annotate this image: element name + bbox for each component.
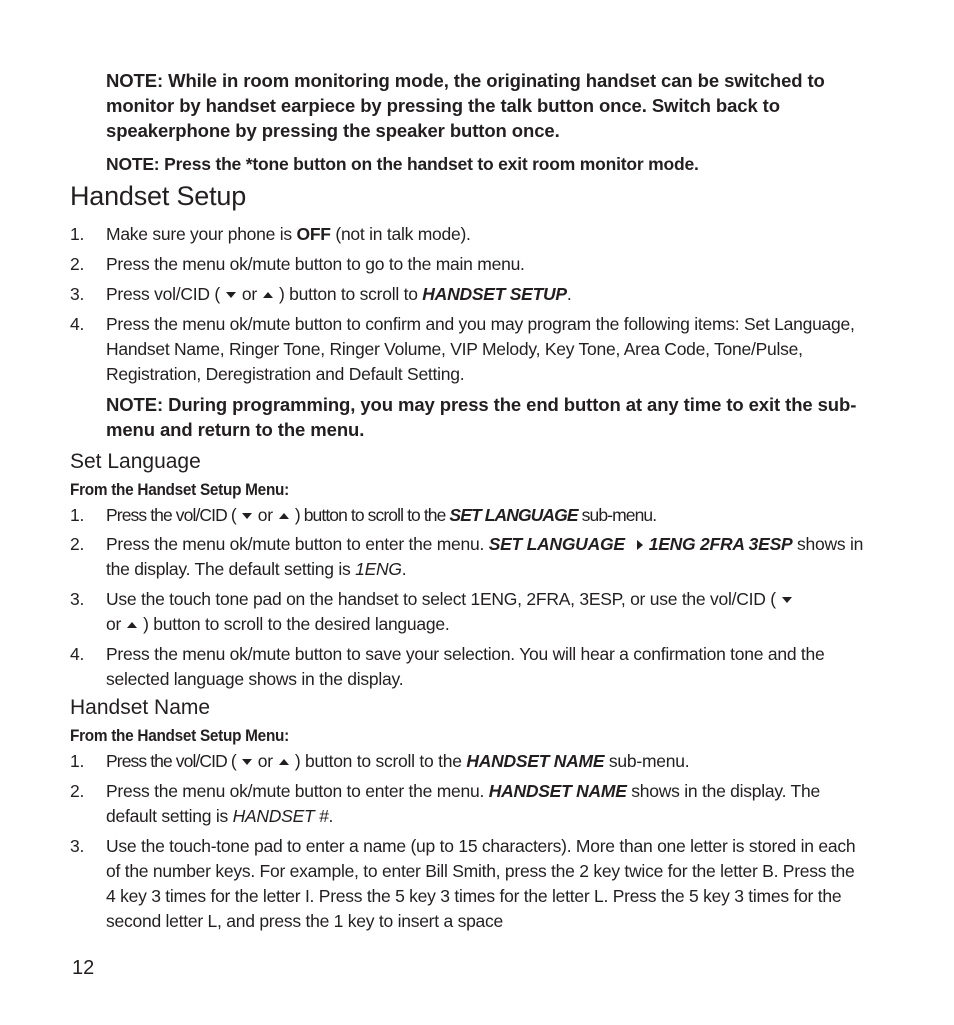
list-item: 3. Use the touch tone pad on the handset to select 1ENG, 2FRA, 3ESP, or use the vol/CID ( or ) button to scroll to the desired language.: [70, 587, 870, 637]
list-item: 3. Press vol/CID ( or ) button to scroll to HANDSET SETUP.: [70, 284, 572, 304]
down-triangle-icon: [242, 513, 252, 519]
down-triangle-icon: [226, 292, 236, 298]
from-menu-label: From the Handset Setup Menu:: [70, 727, 289, 745]
up-triangle-icon: [279, 513, 289, 519]
page-number: 12: [72, 957, 95, 979]
up-triangle-icon: [279, 759, 289, 765]
exit-monitor-note: NOTE: Press the *tone button on the handset to exit room monitor mode.: [106, 154, 699, 174]
list-item: 1. Make sure your phone is OFF (not in talk mode).: [70, 224, 471, 244]
room-monitor-note: NOTE: While in room monitoring mode, the originating handset can be switched to monitor by handset earpiece by pressing the talk button once. Switch back to speakerphone by pressing the speaker button once.: [106, 70, 825, 141]
handset-name-heading: Handset Name: [70, 696, 211, 719]
set-language-heading: Set Language: [70, 450, 201, 473]
down-triangle-icon: [242, 759, 252, 765]
handset-setup-heading: Handset Setup: [70, 181, 247, 211]
list-item: 4. Press the menu ok/mute button to confirm and you may program the following items: Set Language, Handset Name, Ringer Tone, Ringer Volume, VIP Melody, Key Tone, Area Code, Tone/Pulse, Registration, Deregistration and Default Setting.: [70, 314, 855, 384]
right-triangle-icon: [637, 540, 643, 550]
programming-note: NOTE: During programming, you may press the end button at any time to exit the sub-menu and return to the menu.: [106, 394, 857, 440]
list-item: 4. Press the menu ok/mute button to save your selection. You will hear a confirmation tone and the selected language shows in the display.: [70, 644, 825, 689]
list-item: 3. Use the touch-tone pad to enter a name (up to 15 characters). More than one letter is stored in each of the number keys. For example, to enter Bill Smith, press the 2 key twice for the letter B. Press the 4 key 3 times for the letter I. Press the 5 key 3 times for the letter L. Press the 5 key 3 times for the second letter L, and press the 1 key to insert a space: [70, 836, 856, 931]
up-triangle-icon: [127, 622, 137, 628]
down-triangle-icon: [782, 597, 792, 603]
from-menu-label: From the Handset Setup Menu:: [70, 481, 289, 499]
list-item: 1. Press the vol/CID ( or ) button to scroll to the HANDSET NAME sub-menu.: [70, 751, 690, 771]
list-item: 2. Press the menu ok/mute button to enter the menu. HANDSET NAME shows in the display. The default setting is HANDSET #.: [70, 781, 820, 826]
list-item: 2. Press the menu ok/mute button to go to the main menu.: [70, 254, 525, 274]
list-item: 1. Press the vol/CID ( or ) button to scroll to the SET LANGUAGE sub-menu.: [70, 505, 657, 525]
list-item: 2. Press the menu ok/mute button to enter the menu. SET LANGUAGE 1ENG 2FRA 3ESP shows in the display. The default setting is 1ENG.: [70, 534, 864, 579]
up-triangle-icon: [263, 292, 273, 298]
